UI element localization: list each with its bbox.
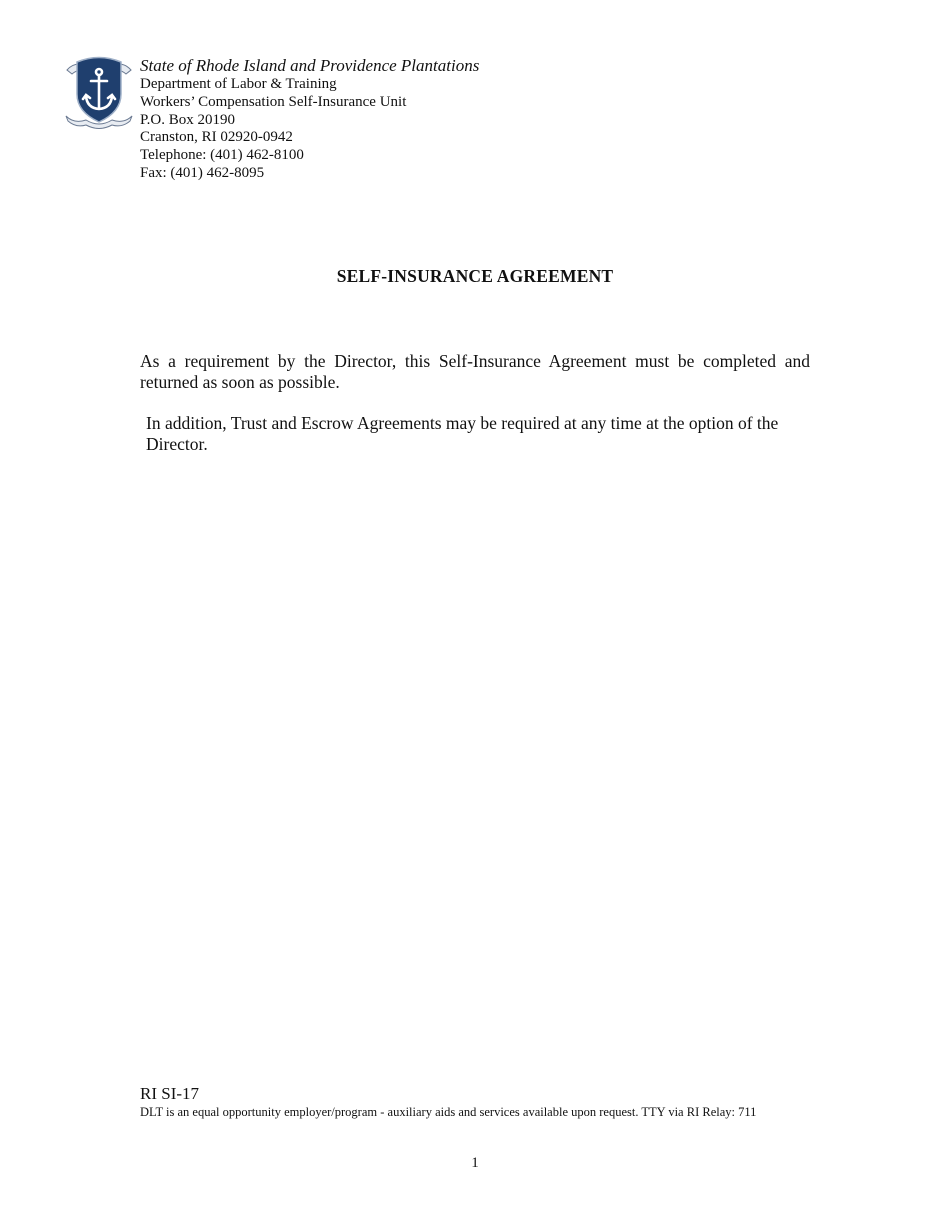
- fax: Fax: (401) 462-8095: [140, 164, 265, 181]
- state-seal-icon: [64, 54, 134, 130]
- document-title: SELF-INSURANCE AGREEMENT: [336, 266, 614, 286]
- requirement-paragraph: As a requirement by the Director, this Self-Insurance Agreement must be completed and returned as soon as possible.: [140, 351, 810, 392]
- form-id: RI SI-17: [140, 1084, 200, 1103]
- state-name: State of Rhode Island and Providence Plantations: [140, 56, 480, 75]
- city-state-zip: Cranston, RI 02920-0942: [140, 129, 293, 146]
- trust-escrow-paragraph: In addition, Trust and Escrow Agreements may be required at any time at the option of the Director.: [146, 413, 779, 454]
- unit-name: Workers’ Compensation Self-Insurance Unit: [140, 93, 407, 110]
- letterhead: [140, 56, 479, 183]
- department-name: Department of Labor & Training: [140, 76, 337, 92]
- page-number: 1: [471, 1155, 479, 1171]
- equal-opportunity-note: DLT is an equal opportunity employer/program - auxiliary aids and services available upon request. TTY via RI Relay: 711: [140, 1105, 757, 1119]
- telephone: Telephone: (401) 462-8100: [140, 147, 304, 164]
- po-box: P.O. Box 20190: [140, 111, 236, 128]
